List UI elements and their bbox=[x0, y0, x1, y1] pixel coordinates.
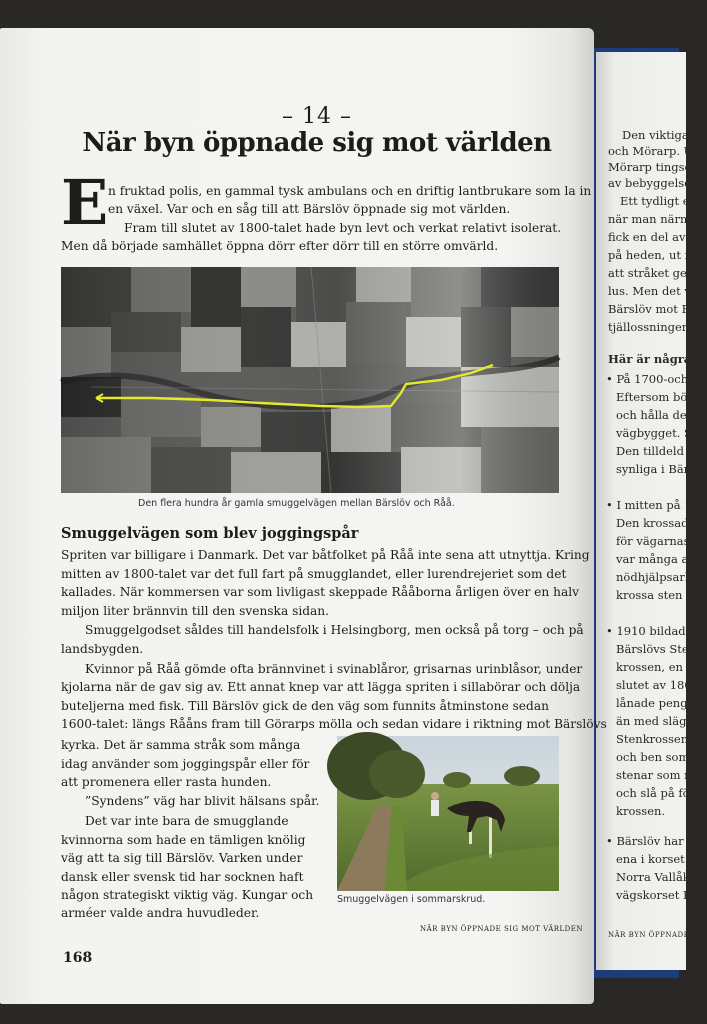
right-text-line: och slå på för bbox=[616, 786, 696, 800]
right-text-line: att stråket geno bbox=[608, 266, 702, 280]
right-text-line: krossen. bbox=[616, 804, 666, 818]
right-text-line: • Bärslöv har h bbox=[606, 834, 695, 848]
body-line: mitten av 1800-talet var det full fart på smugglandet, eller lurendrejeriet som det bbox=[61, 567, 567, 581]
intro-line: n fruktad polis, en gammal tysk ambulans och en driftig lantbrukare som la in bbox=[108, 184, 592, 198]
photo-caption: Smuggelvägen i sommarskrud. bbox=[337, 894, 486, 905]
aerial-map-image bbox=[61, 267, 559, 493]
right-text-line: av bebyggelsen bbox=[608, 176, 699, 190]
right-text-line: stenar som n bbox=[616, 768, 692, 782]
right-text-line: tjällossningen. bbox=[608, 320, 693, 334]
right-text-line: nödhjälpsarb bbox=[616, 570, 693, 584]
right-text-line: vägbygget. St bbox=[616, 426, 697, 440]
right-text-line: på heden, ut i ö bbox=[608, 248, 699, 262]
right-text-line: Bärslöv mot Ek bbox=[608, 302, 697, 316]
drop-cap: E bbox=[61, 166, 109, 239]
right-text-line: Ett tydligt e bbox=[620, 194, 690, 208]
right-text-line: Mörarp tingsor bbox=[608, 160, 697, 174]
body-line: Det var inte bara de smugglande bbox=[85, 814, 289, 828]
intro-line: Fram till slutet av 1800-talet hade byn levt och verkat relativt isolerat. bbox=[124, 221, 562, 235]
right-text-line: och hålla den bbox=[616, 408, 695, 422]
right-page bbox=[596, 52, 707, 970]
right-text-line: Den krossade bbox=[616, 516, 696, 530]
right-text-line: • 1910 bildade bbox=[606, 624, 693, 638]
chapter-number: – 14 – bbox=[282, 104, 352, 129]
body-line: idag använder som joggingspår eller för bbox=[61, 757, 310, 771]
right-text-line: lånade penga bbox=[616, 696, 695, 710]
body-line: Smuggelgodset såldes till handelsfolk i Helsingborg, men också på torg – och på bbox=[85, 623, 584, 637]
right-text-line: vägskorset Ek bbox=[616, 888, 699, 902]
right-text-line: krossen, en v bbox=[616, 660, 694, 674]
right-text-line: och ben som bbox=[616, 750, 690, 764]
right-text-line: än med slägg bbox=[616, 714, 694, 728]
body-line: arméer valde andra huvudleder. bbox=[61, 906, 260, 920]
right-text-line: lus. Men det va bbox=[608, 284, 698, 298]
right-text-line: ena i korset m bbox=[616, 852, 700, 866]
body-line: kyrka. Det är samma stråk som många bbox=[61, 738, 301, 752]
body-line: miljon liter brännvin till den svenska sidan. bbox=[61, 604, 330, 618]
body-line: kjolarna när de gav sig av. Ett annat knep var att lägga spriten i sillabörar och dölja bbox=[61, 680, 581, 694]
right-text-line: och Mörarp. Un bbox=[608, 144, 701, 158]
right-text-line: • I mitten på 18 bbox=[606, 498, 699, 512]
body-line: Kvinnor på Råå gömde ofta brännvinet i svinablåror, grisarnas urinblåsor, under bbox=[85, 662, 583, 676]
right-subheading: Här är några s bbox=[608, 352, 702, 366]
right-text-line: Eftersom bör bbox=[616, 390, 693, 404]
body-line: någon strategiskt viktig väg. Kungar och bbox=[61, 888, 314, 902]
body-line: kvinnorna som hade en tämligen knölig bbox=[61, 833, 306, 847]
body-line: ”Syndens” väg har blivit hälsans spår. bbox=[85, 794, 320, 808]
body-line: buteljerna med fisk. Till Bärslöv gick de den väg som funnits åtminstone sedan bbox=[61, 699, 549, 713]
right-text-line: krossa sten t bbox=[616, 588, 691, 602]
landscape-photo bbox=[337, 736, 559, 891]
page-number: 168 bbox=[63, 950, 93, 966]
right-text-line: slutet av 180 bbox=[616, 678, 692, 692]
right-text-line: var många ar bbox=[616, 552, 694, 566]
right-text-line: • På 1700-och bbox=[606, 372, 689, 386]
body-line: dansk eller svensk tid har socknen haft bbox=[61, 870, 304, 884]
map-caption: Den flera hundra år gamla smuggelvägen mellan Bärslöv och Råå. bbox=[138, 498, 455, 509]
section-heading: Smuggelvägen som blev joggingspår bbox=[61, 525, 359, 542]
body-line: väg att ta sig till Bärslöv. Varken under bbox=[61, 851, 303, 865]
body-line: kallades. När kommersen var som livligast skeppade Rååborna årligen över en halv bbox=[61, 585, 580, 599]
body-line: landsbygden. bbox=[61, 642, 144, 656]
chapter-title: När byn öppnade sig mot världen bbox=[82, 128, 552, 158]
body-line: 1600-talet: längs Rååns fram till Görarps mölla och sedan vidare i riktning mot Bärslövs bbox=[61, 717, 607, 731]
right-text-line: Stenkrossen bbox=[616, 732, 689, 746]
right-text-line: Den tilldeld bbox=[616, 444, 684, 458]
right-text-line: fick en del av lan bbox=[608, 230, 707, 244]
right-text-line: synliga i Bärs bbox=[616, 462, 696, 476]
right-text-line: när man närma bbox=[608, 212, 698, 226]
intro-line: Men då började samhället öppna dörr efter dörr till en större omvärld. bbox=[61, 239, 499, 253]
body-line: Spriten var billigare i Danmark. Det var båtfolket på Råå inte sena att utnyttja. Kring bbox=[61, 548, 590, 562]
running-head: NÄR BYN ÖPPNADE SIG MOT VÄRLDEN bbox=[420, 925, 584, 933]
intro-line: en växel. Var och en såg till att Bärslöv öppnade sig mot världen. bbox=[108, 202, 511, 216]
right-text-line: Bärslövs Sten bbox=[616, 642, 697, 656]
right-text-line: för vägarnas bbox=[616, 534, 690, 548]
right-text-line: Den viktiga bbox=[622, 128, 689, 142]
right-running-head: NÄR BYN ÖPPNADE SIG bbox=[608, 931, 707, 939]
right-text-line: Norra Vallåkr bbox=[616, 870, 696, 884]
body-line: att promenera eller rasta hunden. bbox=[61, 775, 272, 789]
